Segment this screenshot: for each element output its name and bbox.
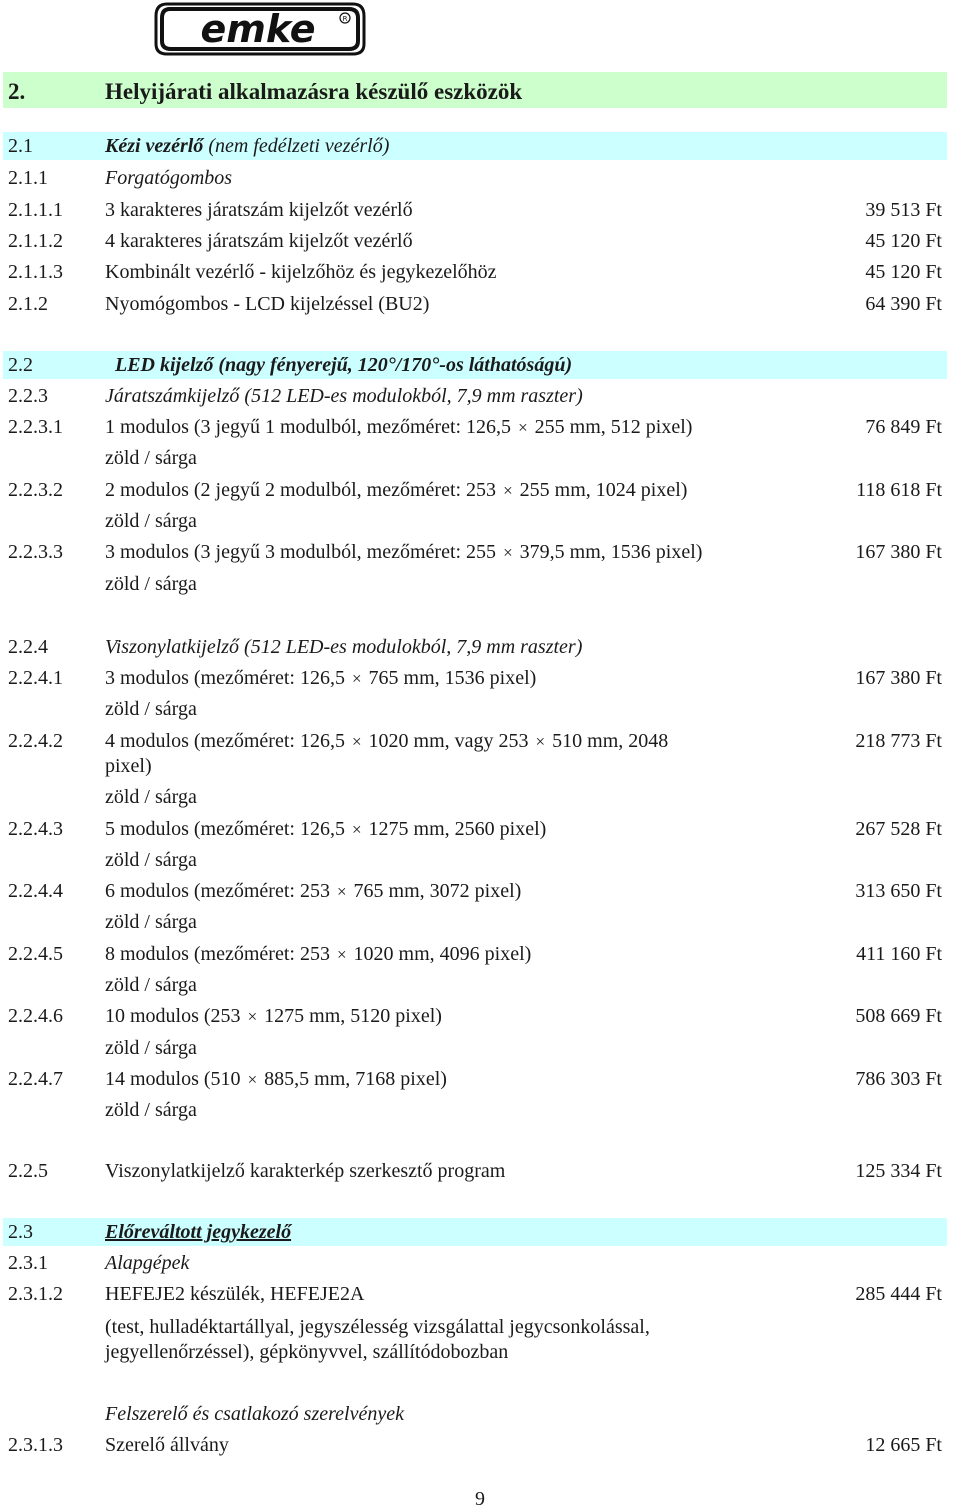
item-text: 2 modulos (2 jegyű 2 modulból, mezőméret: 253 × 255 mm, 1024 pixel) [105,479,688,501]
row-color [8,698,942,720]
item-text: 3 modulos (3 jegyű 3 modulból, mezőméret: 255 × 379,5 mm, 1536 pixel) [105,541,703,563]
row-color [8,1037,942,1059]
row-color [8,510,942,532]
row-2-2-4-5 [8,943,942,965]
item-text: Felszerelő és csatlakozó szerelvények [105,1403,404,1425]
row-continuation [8,1316,942,1338]
item-text: 4 karakteres járatszám kijelzőt vezérlő [105,230,413,252]
page-number: 9 [475,1488,485,1510]
row-2-2-4 [8,636,942,658]
item-number: 2.1.1.2 [8,230,63,252]
row-2-2-4-4 [8,880,942,902]
item-text: Nyomógombos - LCD kijelzéssel (BU2) [105,293,430,315]
times-symbol: × [518,418,528,437]
item-text: 3 modulos (mezőméret: 126,5 × 765 mm, 1536 pixel) [105,667,537,689]
item-number: 2.3.1.2 [8,1283,63,1305]
item-price: 267 528 Ft [855,818,942,840]
item-text: 1 modulos (3 jegyű 1 modulból, mezőméret: 126,5 × 255 mm, 512 pixel) [105,416,693,438]
row-color [8,974,942,996]
item-price: 64 390 Ft [865,293,942,315]
item-color: zöld / sárga [105,447,197,469]
item-text: Forgatógombos [105,167,233,189]
times-symbol: × [336,882,347,901]
row-color [8,1099,942,1121]
item-number: 2.2.4.4 [8,880,63,902]
item-text [105,135,389,157]
row-2-2 [8,354,942,376]
item-color: zöld / sárga [105,1099,197,1121]
item-price: 39 513 Ft [865,199,942,221]
row-2-1-1-3 [8,261,942,283]
section-title: Helyijárati alkalmazásra készülő eszközök [105,79,523,104]
times-symbol: × [247,1007,258,1026]
item-color: zöld / sárga [105,974,197,996]
item-price: 45 120 Ft [865,230,942,252]
row-2-3-1 [8,1252,942,1274]
row-continuation [8,1341,942,1363]
item-number: 2.1.2 [8,293,48,315]
times-symbol: × [503,543,513,562]
row-accessories-heading [8,1403,942,1425]
svg-text:R: R [342,15,348,23]
item-color: zöld / sárga [105,849,197,871]
item-text: 6 modulos (mezőméret: 253 × 765 mm, 3072 pixel) [105,880,522,902]
item-number: 2.3 [8,1221,33,1243]
times-symbol: × [336,945,347,964]
item-title: LED kijelző (nagy fényerejű, 120°/170°-os láthatóságú) [115,354,573,376]
item-price: 313 650 Ft [855,880,942,902]
item-price: 786 303 Ft [855,1068,942,1090]
item-price: 218 773 Ft [855,730,942,752]
item-number: 2.2.3.1 [8,416,63,438]
item-number: 2.2.4.2 [8,730,63,752]
item-number: 2.2.3.2 [8,479,63,501]
item-number: 2.2 [8,354,33,376]
item-text: Alapgépek [105,1252,190,1274]
times-symbol: × [535,732,546,751]
item-text: Szerelő állvány [105,1434,229,1456]
row-2-2-4-2 [8,730,942,752]
row-2-1-1-2 [8,230,942,252]
item-text: HEFEJE2 készülék, HEFEJE2A [105,1283,365,1305]
item-text: Viszonylatkijelző (512 LED-es modulokból, 7,9 mm raszter) [105,636,583,658]
times-symbol: × [351,820,362,839]
item-color: zöld / sárga [105,573,197,595]
item-color: zöld / sárga [105,911,197,933]
row-2-2-3-3 [8,541,942,563]
item-price: 76 849 Ft [865,416,942,438]
item-color: zöld / sárga [105,1037,197,1059]
row-2-3 [8,1221,942,1243]
row-2-1 [8,135,942,157]
item-price: 125 334 Ft [855,1160,942,1182]
item-number: 2.2.5 [8,1160,48,1182]
row-color [8,573,942,595]
times-symbol: × [247,1070,258,1089]
row-2-2-4-3 [8,818,942,840]
item-text: 8 modulos (mezőméret: 253 × 1020 mm, 4096 pixel) [105,943,532,965]
item-color: zöld / sárga [105,698,197,720]
item-text: Járatszámkijelző (512 LED-es modulokból, 7,9 mm raszter) [105,385,583,407]
item-number: 2.2.4.6 [8,1005,63,1027]
item-number: 2.1.1.1 [8,199,63,221]
row-color [8,786,942,808]
item-number: 2.2.4 [8,636,48,658]
item-number: 2.1.1.3 [8,261,63,283]
row-2-1-2 [8,293,942,315]
item-text: 3 karakteres járatszám kijelzőt vezérlő [105,199,413,221]
item-title: Kézi vezérlő [105,135,204,157]
row-2-2-4-1 [8,667,942,689]
item-text: Kombinált vezérlő - kijelzőhöz és jegykezelőhöz [105,261,497,283]
logo-text: emke [200,7,316,51]
item-text: 5 modulos (mezőméret: 126,5 × 1275 mm, 2560 pixel) [105,818,547,840]
item-text: jegyellenőrzéssel), gépkönyvvel, szállítódobozban [105,1341,509,1363]
item-price: 411 160 Ft [856,943,942,965]
item-number: 2.1 [8,135,33,157]
row-2-2-3-1 [8,416,942,438]
row-color [8,447,942,469]
section-number: 2. [8,79,26,104]
item-title: Előreváltott jegykezelő [105,1221,292,1243]
item-price: 508 669 Ft [855,1005,942,1027]
row-2-3-1-3 [8,1434,942,1456]
row-color [8,849,942,871]
item-number: 2.3.1.3 [8,1434,63,1456]
row-2-3-1-2 [8,1283,942,1305]
item-subtitle: (nem fedélzeti vezérlő) [203,135,390,157]
item-text: (test, hulladéktartállyal, jegyszélesség vizsgálattal jegycsonkolással, [105,1316,650,1338]
item-number: 2.2.4.1 [8,667,63,689]
times-symbol: × [503,481,513,500]
item-price: 167 380 Ft [855,667,942,689]
item-text: pixel) [105,755,152,777]
row-2-1-1-1 [8,199,942,221]
item-number: 2.2.3 [8,385,48,407]
item-number: 2.2.4.5 [8,943,63,965]
item-text: Viszonylatkijelző karakterkép szerkesztő program [105,1160,506,1182]
row-2-2-5 [8,1160,942,1182]
item-text: 4 modulos (mezőméret: 126,5 × 1020 mm, vagy 253 × 510 mm, 2048 [105,730,669,752]
row-2-2-3 [8,385,942,407]
item-price: 167 380 Ft [855,541,942,563]
times-symbol: × [351,669,362,688]
item-number: 2.1.1 [8,167,48,189]
times-symbol: × [351,732,362,751]
section-header [8,79,942,105]
row-2-1-1 [8,167,942,189]
item-price: 118 618 Ft [856,479,942,501]
row-color [8,911,942,933]
item-number: 2.2.4.3 [8,818,63,840]
item-price: 45 120 Ft [865,261,942,283]
item-number: 2.2.3.3 [8,541,63,563]
item-number: 2.3.1 [8,1252,48,1274]
item-color: zöld / sárga [105,510,197,532]
row-2-2-3-2 [8,479,942,501]
item-text: 10 modulos (253 × 1275 mm, 5120 pixel) [105,1005,442,1027]
item-color: zöld / sárga [105,786,197,808]
item-price: 285 444 Ft [855,1283,942,1305]
item-price: 12 665 Ft [865,1434,942,1456]
emke-logo [153,0,367,58]
item-number: 2.2.4.7 [8,1068,63,1090]
row-continuation [8,755,942,777]
row-2-2-4-7 [8,1068,942,1090]
row-2-2-4-6 [8,1005,942,1027]
item-text: 14 modulos (510 × 885,5 mm, 7168 pixel) [105,1068,447,1090]
